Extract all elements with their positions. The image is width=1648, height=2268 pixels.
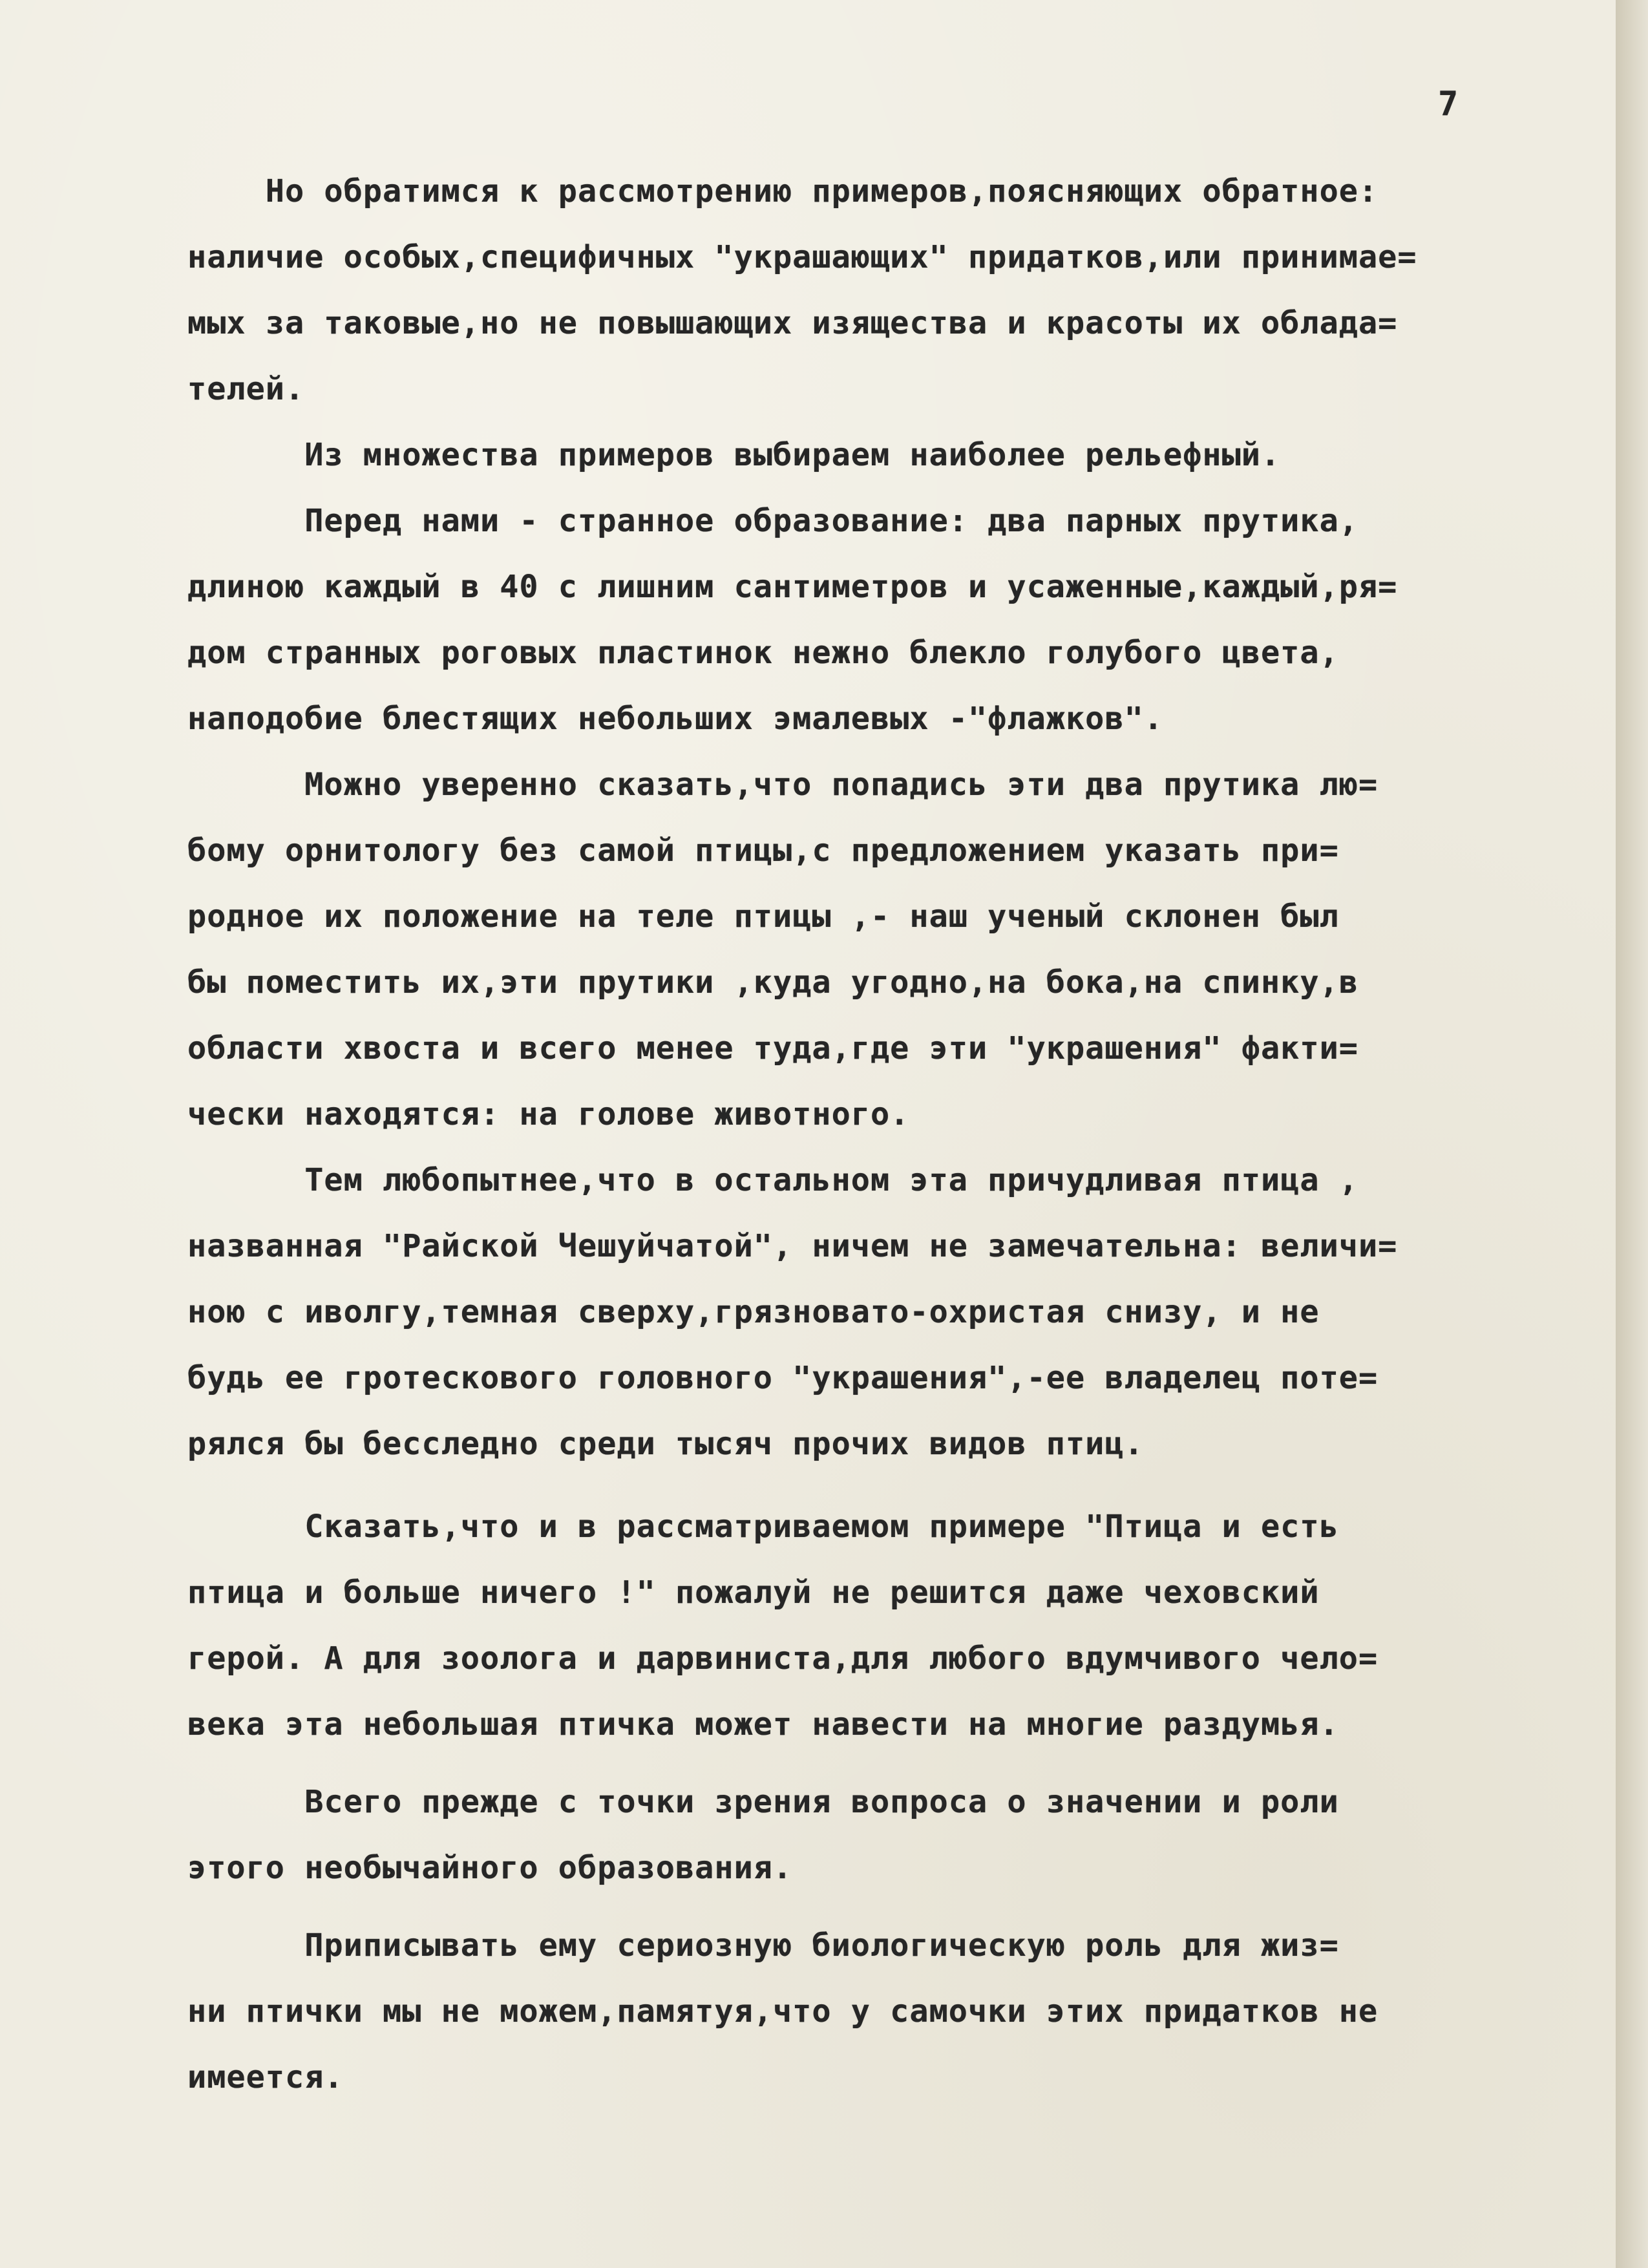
page-edge-shadow <box>1616 0 1648 2268</box>
text-line: мых за таковые,но не повышающих изящества и красоты их облада= <box>187 305 1398 341</box>
text-line: Тем любопытнее,что в остальном эта причудливая птица , <box>187 1162 1358 1198</box>
text-line: названная "Райской Чешуйчатой", ничем не замечательна: величи= <box>187 1228 1398 1264</box>
text-line: родное их положение на теле птицы ,- наш ученый склонен был <box>187 898 1339 935</box>
text-line: длиною каждый в 40 с лишним сантиметров и усаженные,каждый,ря= <box>187 569 1398 605</box>
text-line: Приписывать ему сериозную биологическую роль для жиз= <box>187 1927 1339 1964</box>
text-line: ни птички мы не можем,памятуя,что у самочки этих придатков не <box>187 1993 1379 2030</box>
page-number: 7 <box>1438 85 1459 123</box>
text-line: герой. А для зоолога и дарвиниста,для любого вдумчивого чело= <box>187 1640 1379 1677</box>
text-line: Сказать,что и в рассматриваемом примере "Птица и есть <box>187 1509 1339 1545</box>
text-line: Всего прежде с точки зрения вопроса о значении и роли <box>187 1784 1339 1820</box>
text-line: имеется. <box>187 2059 344 2095</box>
text-line: Можно уверенно сказать,что попадись эти два прутика лю= <box>187 767 1379 803</box>
text-line: ною с иволгу,темная сверху,грязновато-охристая снизу, и не <box>187 1294 1320 1330</box>
text-line: чески находятся: на голове животного. <box>187 1096 910 1132</box>
page-body-text <box>187 158 1532 2110</box>
text-line: дом странных роговых пластинок нежно блекло голубого цвета, <box>187 635 1339 671</box>
text-line: Из множества примеров выбираем наиболее рельефный. <box>187 437 1281 473</box>
text-line: рялся бы бесследно среди тысяч прочих видов птиц. <box>187 1426 1144 1462</box>
text-line: бому орнитологу без самой птицы,с предложением указать при= <box>187 832 1339 869</box>
text-line: области хвоста и всего менее туда,где эти "украшения" факти= <box>187 1030 1358 1066</box>
text-line: телей. <box>187 371 305 407</box>
text-line: птица и больше ничего !" пожалуй не решится даже чеховский <box>187 1574 1320 1611</box>
text-line: Перед нами - странное образование: два парных прутика, <box>187 503 1358 539</box>
text-line: будь ее гротескового головного "украшения",-ее владелец поте= <box>187 1360 1379 1396</box>
text-line: этого необычайного образования. <box>187 1850 793 1886</box>
text-line: Но обратимся к рассмотрению примеров,поясняющих обратное: <box>187 173 1379 209</box>
text-line: наличие особых,специфичных "украшающих" придатков,или принимае= <box>187 239 1417 275</box>
text-line: бы поместить их,эти прутики ,куда угодно,на бока,на спинку,в <box>187 964 1358 1001</box>
text-line: наподобие блестящих небольших эмалевых -"флажков". <box>187 701 1163 737</box>
text-line: века эта небольшая птичка может навести на многие раздумья. <box>187 1706 1339 1743</box>
